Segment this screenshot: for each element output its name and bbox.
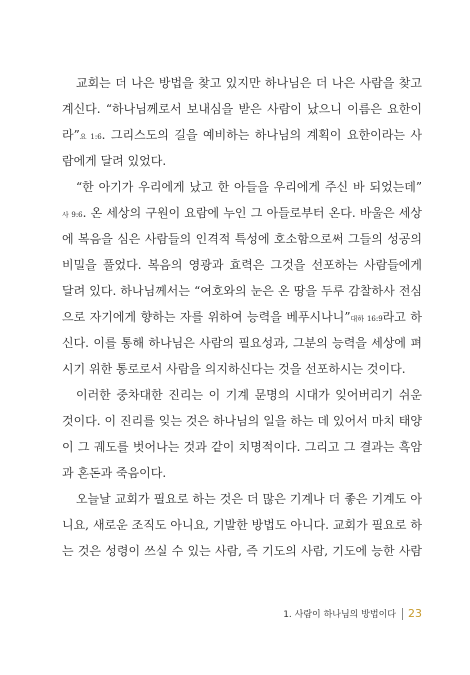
text-line xyxy=(62,226,422,252)
paragraph xyxy=(62,486,422,564)
scripture-reference: 사 9:6 xyxy=(62,211,83,219)
text-line xyxy=(62,512,422,538)
line-text: 이 그 궤도를 벗어나는 것과 같이 치명적이다. 그리고 그 결과는 흑암 xyxy=(62,440,422,454)
line-text: 시기 위한 통로로서 사람을 의지하신다는 것을 선포하시는 것이다. xyxy=(62,362,406,376)
line-text: 람에게 달려 있었다. xyxy=(62,154,167,168)
footer-divider xyxy=(402,608,403,620)
text-line xyxy=(62,278,422,304)
line-text: 라고 하 xyxy=(382,310,422,324)
line-text: “한 아기가 우리에게 났고 한 아들을 우리에게 주신 바 되었는데” xyxy=(76,180,422,194)
text-line xyxy=(62,148,422,174)
text-line xyxy=(62,538,422,564)
line-text: 이러한 중차대한 진리는 이 기계 문명의 시대가 잊어버리기 쉬운 xyxy=(76,388,422,402)
text-line xyxy=(62,70,422,96)
line-text: 교회는 더 나은 방법을 찾고 있지만 하나님은 더 나은 사람을 찾고 xyxy=(76,76,422,90)
line-text: . 온 세상의 구원이 요람에 누인 그 아들로부터 온다. 바울은 세상 xyxy=(82,206,422,220)
text-line xyxy=(62,252,422,278)
scripture-reference: 요 1:6 xyxy=(79,133,102,141)
text-line xyxy=(62,382,422,408)
text-line xyxy=(62,200,422,226)
text-line xyxy=(62,486,422,512)
line-text: 오늘날 교회가 필요로 하는 것은 더 많은 기계나 더 좋은 기계도 아 xyxy=(76,492,422,506)
line-text: 으로 자기에게 향하는 자를 위하여 능력을 베푸시나니” xyxy=(62,310,351,324)
line-text: 계신다. “하나님께로서 보내심을 받은 사람이 났으니 이름은 요한이 xyxy=(62,102,422,116)
paragraph xyxy=(62,382,422,486)
line-text: . 그리스도의 길을 예비하는 하나님의 계획이 요한이라는 사 xyxy=(101,128,422,142)
text-line xyxy=(62,304,422,330)
page-footer xyxy=(62,607,422,625)
paragraph xyxy=(62,70,422,174)
line-text: 과 혼돈과 죽음이다. xyxy=(62,466,167,480)
line-text: 달려 있다. 하나님께서는 “여호와의 눈은 온 땅을 두루 감찰하사 전심 xyxy=(62,284,422,298)
page-number: 23 xyxy=(408,607,422,620)
text-line xyxy=(62,356,422,382)
line-text: 라” xyxy=(62,128,80,142)
line-text: 신다. 이를 통해 하나님은 사람의 필요성과, 그분의 능력을 세상에 펴 xyxy=(62,336,422,350)
body-text xyxy=(62,70,422,564)
paragraph xyxy=(62,174,422,382)
text-line xyxy=(62,434,422,460)
scripture-reference: 대하 16:9 xyxy=(350,315,383,323)
line-text: 것이다. 이 진리를 잊는 것은 하나님의 일을 하는 데 있어서 마치 태양 xyxy=(62,414,422,428)
text-line xyxy=(62,460,422,486)
text-line xyxy=(62,408,422,434)
line-text: 니요, 새로운 조직도 아니요, 기발한 방법도 아니다. 교회가 필요로 하 xyxy=(62,518,422,532)
text-line xyxy=(62,96,422,122)
line-text: 비밀을 풀었다. 복음의 영광과 효력은 그것을 선포하는 사람들에게 xyxy=(62,258,422,272)
line-text: 에 복음을 심은 사람들의 인격적 특성에 호소함으로써 그들의 성공의 xyxy=(62,232,422,246)
line-text: 는 것은 성령이 쓰실 수 있는 사람, 즉 기도의 사람, 기도에 능한 사람 xyxy=(62,544,422,558)
text-line xyxy=(62,174,422,200)
text-line xyxy=(62,330,422,356)
running-chapter-title: 1. 사람이 하나님의 방법이다 xyxy=(283,610,396,620)
text-line xyxy=(62,122,422,148)
